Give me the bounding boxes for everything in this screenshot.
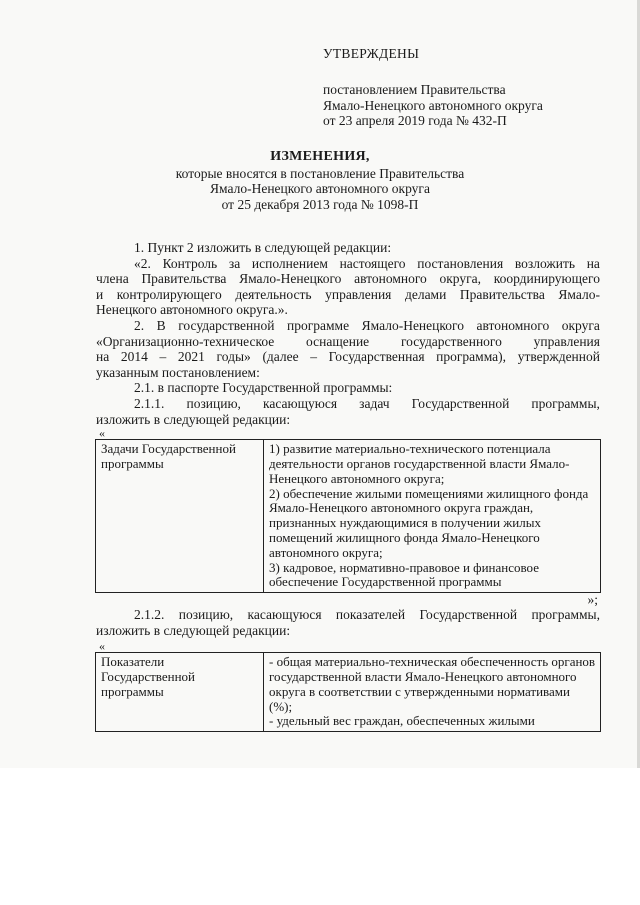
word: Ямало- — [558, 286, 600, 302]
word: делами — [404, 286, 447, 302]
word: 2. — [134, 317, 145, 333]
task-item: 1) развитие материально-технического потенциала деятельности органов государственной власти Ямало-Ненецкого автономного округа; — [269, 441, 570, 486]
word: контролирующего — [116, 286, 222, 302]
word: и — [96, 286, 104, 302]
word: касающуюся — [263, 395, 338, 411]
word: автономного — [476, 317, 550, 333]
word: настоящего — [339, 255, 406, 271]
quote-close: »; — [587, 592, 598, 608]
word: государственного — [400, 333, 502, 349]
document-title — [0, 149, 640, 212]
word: постановления — [417, 255, 504, 271]
document-body — [96, 240, 600, 732]
word: управления — [533, 333, 600, 349]
word: округа, — [439, 271, 482, 287]
word: «2. — [134, 255, 151, 271]
paragraph-1-quote-line — [96, 287, 600, 303]
tasks-content — [264, 440, 601, 593]
word: 2.1.2. — [134, 607, 165, 623]
word: задач — [359, 395, 390, 411]
word: 2014 — [120, 349, 148, 365]
word: Ямало-Ненецкого — [361, 317, 464, 333]
paragraph-2-1: 2.1. в паспорте Государственной программы: — [134, 380, 393, 396]
quote-open: « — [99, 426, 105, 441]
word: касающуюся — [247, 607, 322, 623]
word: программы, — [531, 395, 600, 411]
indicator-item: - удельный вес граждан, обеспеченных жилыми — [269, 713, 535, 729]
approved-stamp: УТВЕРЖДЕНЫ — [323, 46, 420, 61]
title-line: от 25 декабря 2013 года № 1098-П — [221, 196, 419, 212]
word: возложить — [514, 255, 575, 271]
word: государственной — [178, 317, 275, 333]
indicators-label: Показатели Государственной программы — [96, 653, 264, 732]
paragraph-2-1-2-line: изложить в следующей редакции: — [96, 622, 291, 638]
paragraph-1: 1. Пункт 2 изложить в следующей редакции: — [134, 240, 392, 255]
word: члена — [96, 271, 129, 287]
word: В — [156, 317, 166, 333]
task-item: 3) кадровое, нормативно-правовое и финансовое обеспечение Государственной программы — [269, 559, 539, 590]
word: деятельность — [235, 286, 312, 302]
word: Правительства — [141, 271, 227, 287]
word: – — [310, 349, 318, 365]
word: позицию, — [186, 395, 241, 411]
word: исполнением — [251, 255, 328, 271]
approval-decree — [323, 82, 543, 129]
word: программа), — [436, 349, 507, 365]
word: программе — [287, 317, 350, 333]
word: Правительства — [459, 286, 545, 302]
paragraph-2-line — [96, 318, 600, 334]
tasks-label: Задачи Государственной программы — [96, 440, 264, 593]
word: (далее — [262, 349, 299, 365]
task-item: 2) обеспечение жилыми помещениями жилищного фонда Ямало-Ненецкого автономного округа граждан, признанных нуждающимися в получении жилых помещений жилищного фонда Ямало-Ненецкого автономного округа; — [269, 485, 589, 560]
indicators-table — [95, 652, 601, 732]
paragraph-2-line: указанным постановлением: — [96, 364, 260, 380]
decree-line: от 23 апреля 2019 года № 432-П — [323, 113, 507, 128]
word: оснащение — [306, 333, 370, 349]
word: программы, — [531, 607, 600, 623]
word: за — [228, 255, 241, 271]
word: – — [159, 349, 167, 365]
indicator-item: - общая материально-техническая обеспеченность органов государственной власти Ямало-Ненецкого автономного округа в соответствии с утвержденными нормативами (%); — [269, 654, 596, 714]
tasks-table — [95, 439, 601, 593]
paragraph-2-1-1-line: изложить в следующей редакции: — [96, 411, 291, 427]
word: показателей — [335, 607, 406, 623]
table-row — [96, 653, 601, 732]
word: годы» — [216, 349, 251, 365]
word: Государственная — [328, 349, 425, 365]
word: Государственной — [411, 395, 510, 411]
title-line: которые вносятся в постановление Правительства — [175, 165, 465, 181]
paragraph-1-quote-line — [96, 271, 600, 287]
paragraph-1-quote-line — [96, 256, 600, 272]
word: позицию, — [178, 607, 234, 623]
word: утвержденной — [517, 349, 600, 365]
paragraph-2-line — [96, 334, 600, 350]
title-heading: ИЗМЕНЕНИЯ, — [270, 149, 370, 164]
word: 2.1.1. — [134, 395, 165, 411]
decree-line: Ямало-Ненецкого автономного округа — [323, 97, 543, 113]
word: Государственной — [419, 607, 518, 623]
word: координирующего — [493, 271, 600, 287]
paragraph-1-quote-line: Ненецкого автономного округа.». — [96, 302, 288, 318]
word: «Организационно-техническое — [96, 333, 275, 349]
word: Ямало-Ненецкого — [239, 271, 342, 287]
paragraph-2-1-2-line — [96, 607, 600, 623]
word: Контроль — [162, 255, 218, 271]
word: управления — [325, 286, 392, 302]
paragraph-2-1-1-line — [96, 396, 600, 412]
decree-line: постановлением Правительства — [323, 82, 506, 97]
title-line: Ямало-Ненецкого автономного округа — [210, 181, 430, 196]
word: автономного — [354, 271, 427, 287]
word: 2021 — [177, 349, 205, 365]
quote-open: « — [99, 639, 105, 654]
word: на — [96, 349, 110, 365]
paragraph-2-line — [96, 349, 600, 365]
table-row — [96, 440, 601, 593]
indicators-content — [264, 653, 601, 732]
word: на — [586, 255, 600, 271]
word: округа — [561, 317, 600, 333]
